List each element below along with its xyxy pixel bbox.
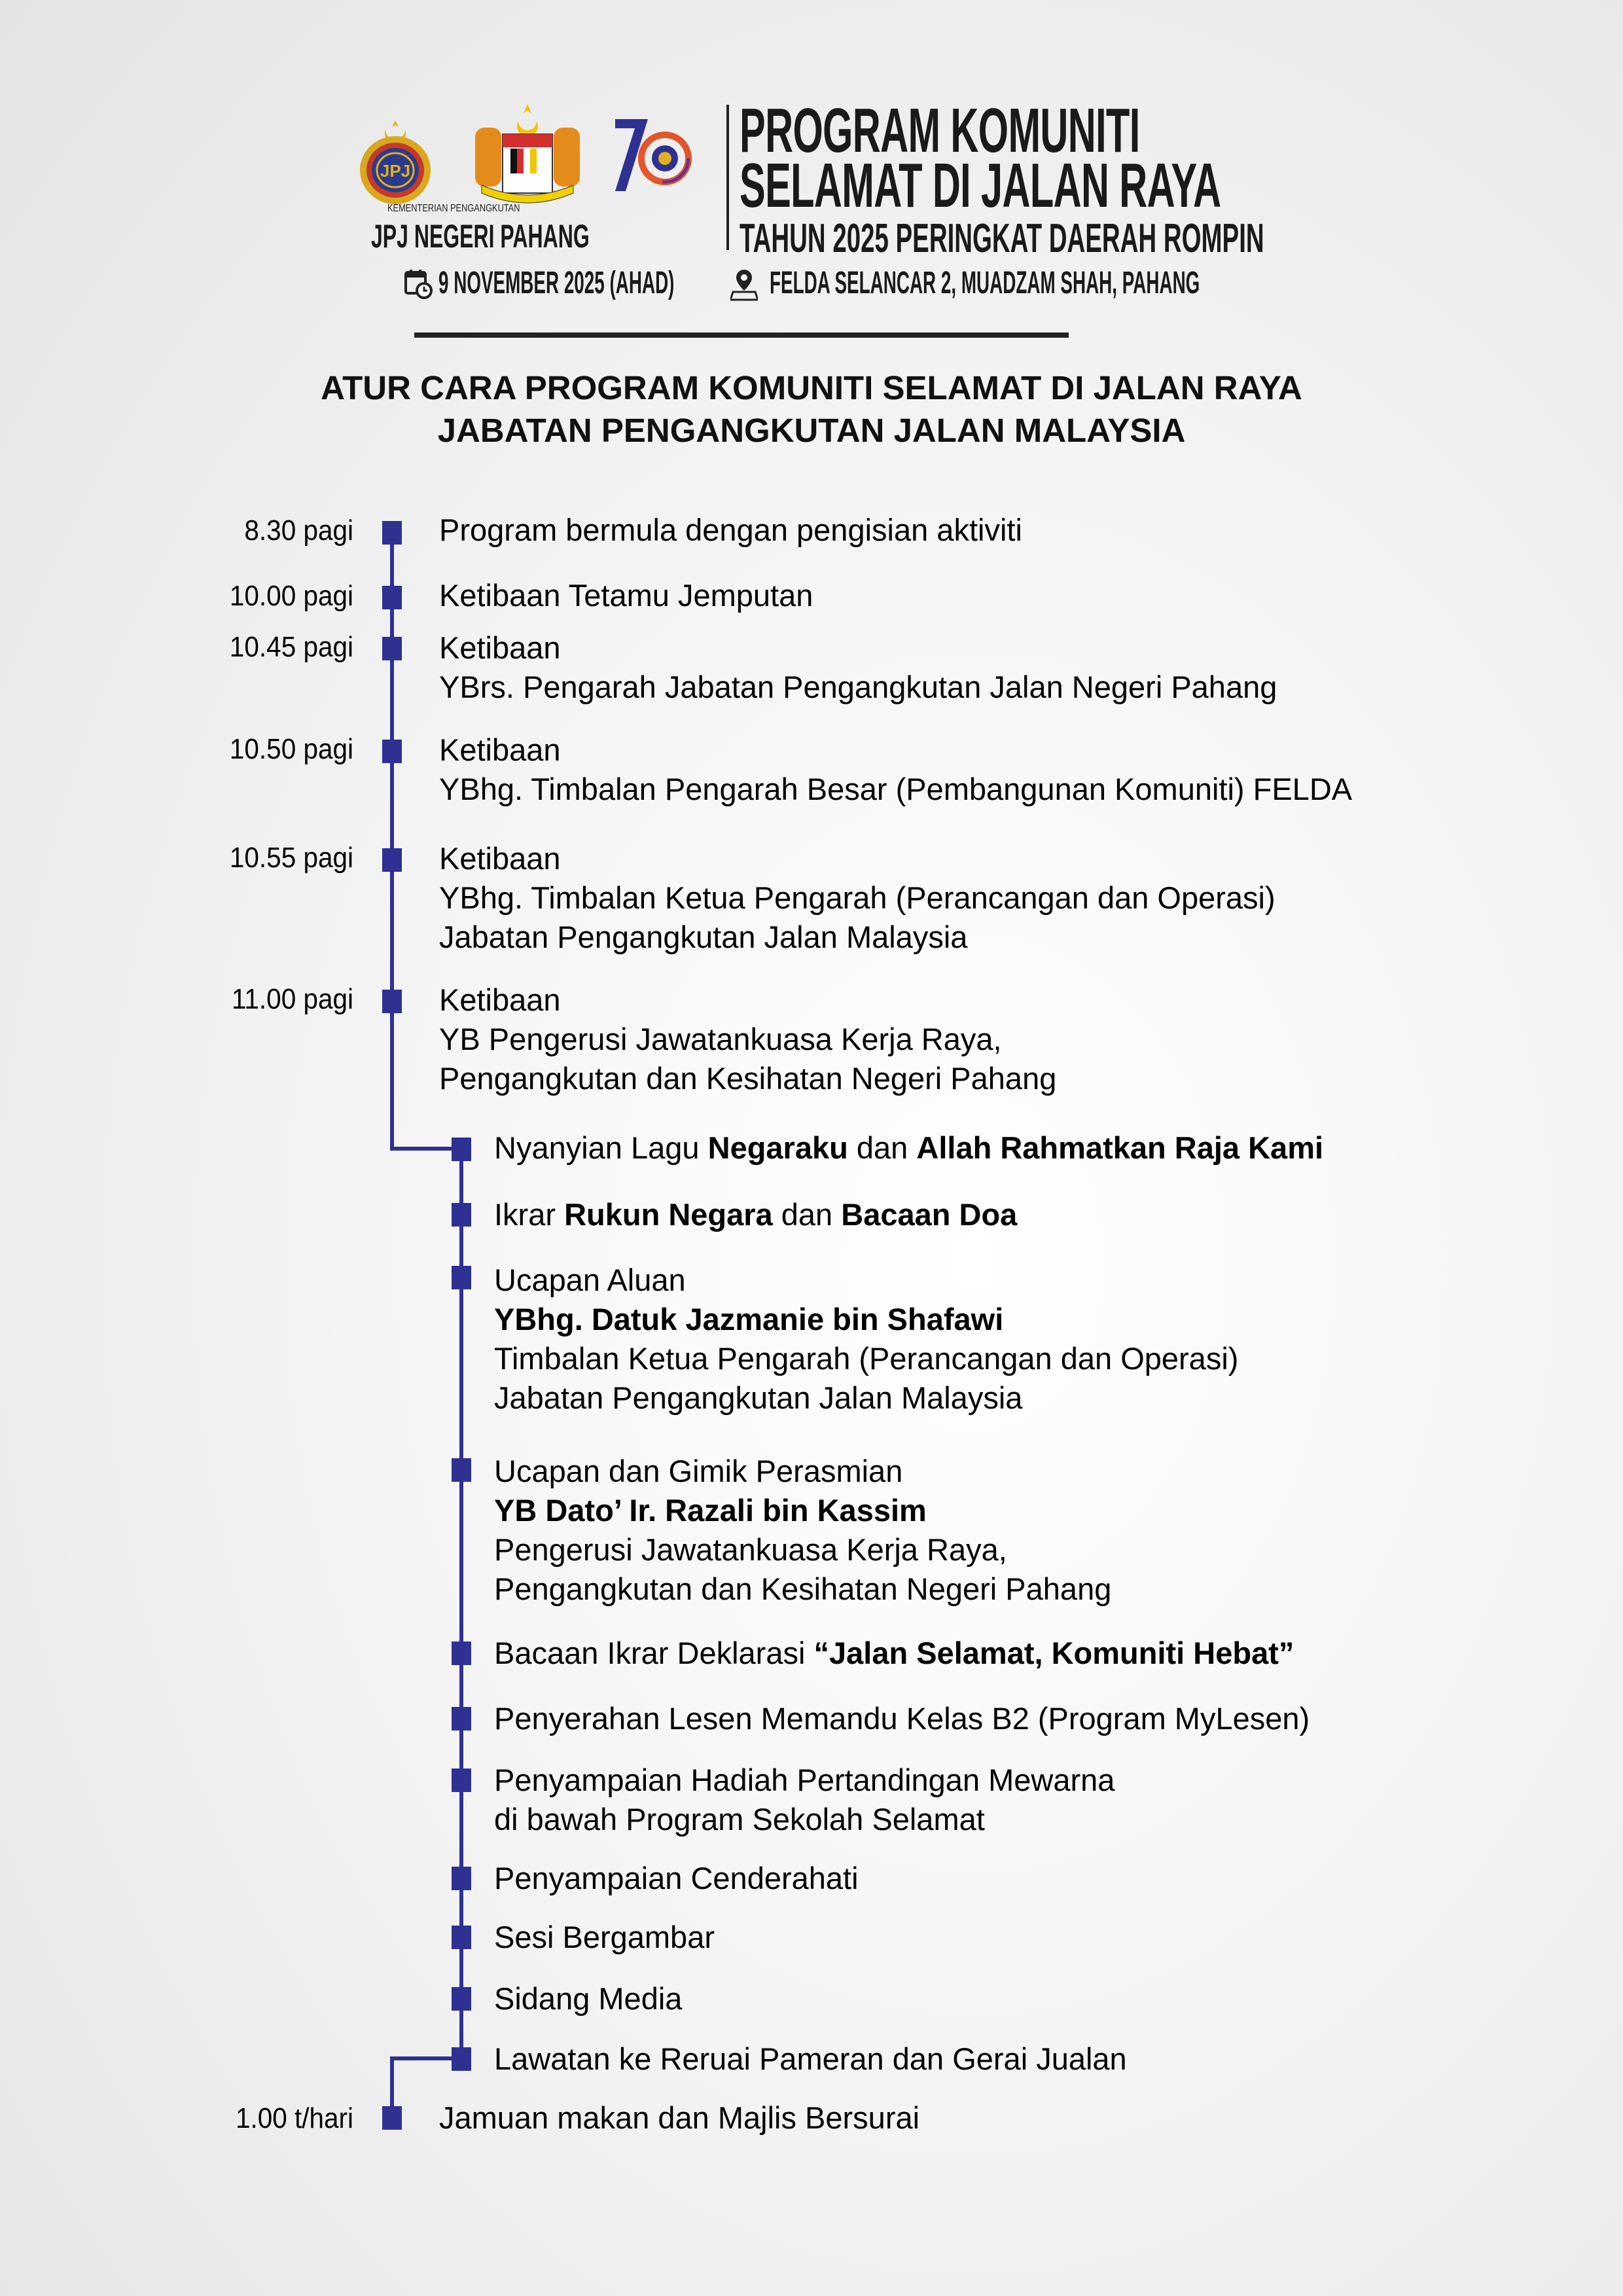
sub-item-prize: Penyampaian Hadiah Pertandingan Mewarna di bawah Program Sekolah Selamat <box>494 1763 1115 1837</box>
event-date: 9 NOVEMBER 2025 (AHAD) <box>438 266 675 300</box>
event-location: FELDA SELANCAR 2, MUADZAM SHAH, PAHANG <box>770 266 1200 300</box>
sub-item-declaration: Bacaan Ikrar Deklarasi “Jalan Selamat, Komuniti Hebat” <box>494 1636 1294 1670</box>
malaysia-coat-of-arms-logo <box>462 101 593 206</box>
sub-item-welcome-speech: Ucapan Aluan YBhg. Datuk Jazmanie bin Shafawi Timbalan Ketua Pengarah (Perancangan dan Operasi) Jabatan Pengangkutan Jalan Malaysia <box>494 1263 1239 1415</box>
timeline-marker <box>382 637 402 660</box>
svg-text:JPJ: JPJ <box>380 161 411 181</box>
program-title <box>740 96 1586 261</box>
schedule-time: 1.00 t/hari <box>235 2102 353 2134</box>
timeline-marker <box>452 1768 471 1792</box>
timeline-marker <box>452 1641 471 1665</box>
sub-item-media: Sidang Media <box>494 1981 683 2016</box>
heading-line-1: ATUR CARA PROGRAM KOMUNITI SELAMAT DI JALAN RAYA <box>321 369 1302 406</box>
schedule-activity: Ketibaan Tetamu Jemputan <box>439 578 813 613</box>
schedule-activity: Ketibaan YBrs. Pengarah Jabatan Pengangkutan Jalan Negeri Pahang <box>439 630 1277 704</box>
header-divider <box>726 105 729 250</box>
schedule-time: 11.00 pagi <box>231 983 353 1015</box>
sub-item-photo-session: Sesi Bergambar <box>494 1920 715 1954</box>
sub-item-exhibition: Lawatan ke Reruai Pameran dan Gerai Jualan <box>494 2041 1127 2076</box>
ministry-label: KEMENTERIAN PENGANGKUTAN <box>387 203 520 214</box>
timeline-marker <box>452 1867 471 1890</box>
schedule-activity: Program bermula dengan pengisian aktiviti <box>439 512 1022 547</box>
calendar-clock-icon <box>404 268 433 300</box>
timeline-marker <box>452 1266 471 1289</box>
speaker-name: YB Dato’ Ir. Razali bin Kassim <box>494 1493 927 1528</box>
sub-item-license: Penyerahan Lesen Memandu Kelas B2 (Program MyLesen) <box>494 1701 1310 1736</box>
title-subtitle: TAHUN 2025 PERINGKAT DAERAH ROMPIN <box>740 216 1264 261</box>
location-pin-icon <box>730 268 758 301</box>
title-line-2: SELAMAT DI JALAN RAYA <box>740 151 1221 221</box>
timeline-marker <box>382 990 402 1013</box>
timeline-marker <box>382 521 402 545</box>
schedule-activity: Ketibaan YBhg. Timbalan Ketua Pengarah (Perancangan dan Operasi) Jabatan Pengangkutan Jalan Malaysia <box>439 841 1275 954</box>
timeline-marker <box>382 2106 402 2130</box>
org-name: JPJ NEGERI PAHANG <box>371 218 590 255</box>
schedule-time: 10.50 pagi <box>229 733 353 765</box>
timeline-marker <box>452 1987 471 2011</box>
timeline-main-line <box>390 524 394 1151</box>
title-line-1: PROGRAM KOMUNITI <box>740 96 1140 166</box>
jpj-crest-logo <box>357 115 434 207</box>
sub-item-opening-speech: Ucapan dan Gimik Perasmian YB Dato’ Ir. Razali bin Kassim Pengerusi Jawatankuasa Kerja Raya, Pengangkutan dan Kesihatan Negeri Pahang <box>494 1454 1112 1606</box>
schedule-activity: Ketibaan YBhg. Timbalan Pengarah Besar (Pembangunan Komuniti) FELDA <box>439 732 1353 806</box>
speaker-name: YBhg. Datuk Jazmanie bin Shafawi <box>494 1302 1004 1336</box>
header-rule <box>414 332 1069 338</box>
schedule-time: 8.30 pagi <box>244 514 353 547</box>
schedule-activity: Ketibaan YB Pengerusi Jawatankuasa Kerja Raya, Pengangkutan dan Kesihatan Negeri Pahang <box>439 982 1057 1096</box>
sub-item-rukun-negara: Ikrar Rukun Negara dan Bacaan Doa <box>494 1197 1018 1232</box>
sub-item-souvenir: Penyampaian Cenderahati <box>494 1861 859 1895</box>
schedule-time: 10.55 pagi <box>229 842 353 874</box>
schedule-time: 10.45 pagi <box>229 631 353 663</box>
timeline-marker <box>452 1707 471 1731</box>
timeline-marker <box>452 1926 471 1949</box>
heading-line-2: JABATAN PENGANGKUTAN JALAN MALAYSIA <box>437 412 1186 449</box>
schedule-time: 10.00 pagi <box>229 580 353 612</box>
timeline-marker <box>382 586 402 609</box>
schedule-activity: Jamuan makan dan Majlis Bersurai <box>439 2100 920 2135</box>
timeline-marker <box>452 2047 471 2071</box>
timeline-marker <box>382 740 402 763</box>
timeline-marker <box>452 1138 471 1161</box>
timeline-marker <box>452 1203 471 1227</box>
jpj-70-anniversary-logo <box>609 113 694 204</box>
timeline-marker <box>452 1458 471 1482</box>
timeline-marker <box>382 848 402 872</box>
sub-item-anthem: Nyanyian Lagu Negaraku dan Allah Rahmatkan Raja Kami <box>494 1130 1324 1165</box>
